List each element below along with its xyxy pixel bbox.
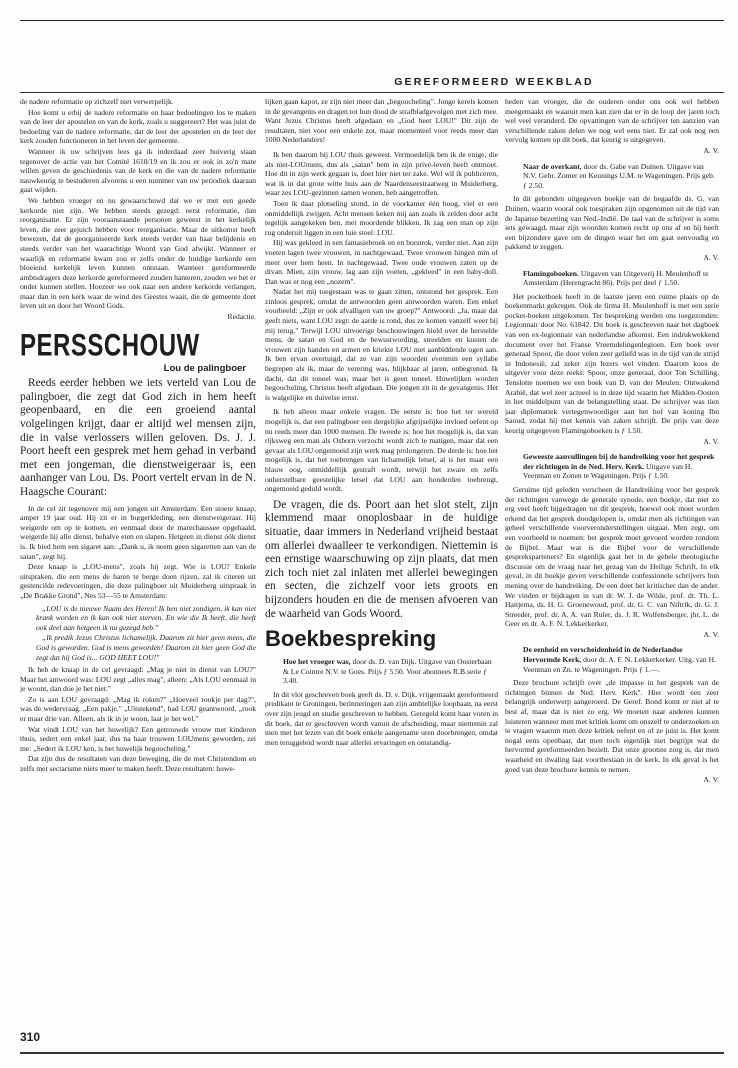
- paragraph: Wat vindt LOU van het huwelijk? Een getrouwde vrouw met kinderen thuis, sedert een enkel jaar, dus na haar trouwen LOUmens geworden, zei me: „Sedert ik LOU ken, is het huwelijk begoocheling.": [20, 724, 256, 753]
- paragraph: Dat zijn dus de resultaten van deze beweging, die de met Christendom en zelfs met sectarisme niets meer te maken heeft. Deze resultaten: huwe-: [20, 754, 256, 774]
- book-details: Uitgave van H. Veenman en Zonen te Wageningen. Prijs ƒ 1.50.: [523, 461, 693, 481]
- book-review-header: [283, 657, 498, 686]
- paragraph: In dit vlot geschreven boek geeft ds. D. v. Dijk, vrijgemaakt gereformeerd predikant te Groningen, herinneringen aan zijn ambtelijke loopbaan, na eerst over zijn jeugd en studie geschreven te hebben. Geregeld komt haar voren in dit boek, dat er geschreven wordt vanuit de afscheiding, maar niettemin zal men met het lezen van dit boek enkele aangename uren doorbrengen, omdat men teruggeleid wordt naar allerlei ervaringen en omstandig-: [265, 689, 498, 747]
- article-subtitle: Lou de palingboer: [163, 362, 246, 374]
- section-title-persschouw: PERSSCHOUW: [20, 327, 200, 363]
- paragraph: We hebben vroeger en nu gewaarschuwd dat we er met een goede kerkorde niet zijn. We hebben steeds gezegd: eerst reformatie, dan reorganisatie. Er zijn vooraanstaande personen geweest in het kerkelijk leven, die zeer gejuich hebben voor reorganisatie. Maar de uitkomst heeft bewezen, dat de georganiseerde kerk steeds verder van haar belijdenis en steeds verder van het waarachtige Woord van God afwijkt. Wanneer er waarlijk en reformatie kwam zou er zelfs onder de huidige kerkorde een bloeiend kerkelijk leven kunnen ontstaan. Wanneer gereformeerde ambtsdragers deze kerkorde gereformeerd zouden hanteren, zouden we het er onder kunnen stellen. Hoezeer we ook naar een andere kerkorde verlangen, maar dan in een kerk waar de wind des Geestes waait, die de gemeente doet leven uit en door het Woord Gods.: [20, 195, 256, 311]
- signature: A. V.: [703, 629, 719, 639]
- column-2: [265, 97, 498, 1022]
- paragraph: Het pocketboek heeft in de laatste jaren een ruime plaats op de boekenmarkt gekregen. Ook de firma H. Meulenhoff is met een serie pocket-boeken uitgekomen. Ter bespreking werden ons toegezonden: Legionnair door No. 61842. Dit boek is geschreven naar het dagboek van een ex-legionnair van nederlandse afkomst. Een indrukwekkend document over het Franse Vreemdelingenlegioen. Een boek over generaal Spoor, die door velen zeer geliefd was in de tijd van de strijd in Indonesië, zal zeker zijn lezers wel vinden. Daarom koos de uitgever voor deze reeks: Spoor, onze generaal, door Ton Schilling. Tenslotte noemen we een boek van D. van der Meulen: Ontwakend Arabië, dat wel zeer actueel is in deze tijd waarin het Midden-Oosten in het middelpunt van de belangstelling staat. De schrijver was tien jaar diplomatiek vertegenwoordiger aan het hof van koning Ibn Saoud, zodat hij met kennis van zaken schrijft. De prijs van deze keurig uitgegeven Flamingoboeken is ƒ 1.50.: [505, 291, 719, 435]
- book-title: Naar de overkant,: [523, 161, 582, 171]
- paragraph: de nadere reformatie op zichzelf niet verwerpelijk.: [20, 97, 174, 106]
- header-rule: [20, 92, 724, 93]
- quote-paragraph: „LOU is de nieuwe Naam des Heren! Ik ben niet zondigen, ik kan niet krank worden en ik kan ook niet sterven. En wie die Ik heeft, die heeft ook deel aan hetgeen ik nu gezegd heb.": [36, 603, 256, 632]
- book-details: door ds. Gabe van Duinen. Uitgave van N.V. Gebr. Zomer en Keunings U.M. te Wageningen. Prijs geb. ƒ 2.50.: [523, 161, 715, 190]
- paragraph: Ik heb de knaap in de cel gevraagd: „Mag je niet in dienst van LOU?" Maar het antwoord was: LOU zegt „alles mag", alleen: „Als LOU eenmaal in je woont, dan doe je het niet.": [20, 665, 256, 694]
- book-title: De eenheid en verscheidenheid in de Nederlandse Hervormde Kerk,: [523, 645, 683, 665]
- paragraph: Deze brochure schrijft over „de impasse in het gesprek van de richtingen binnen de Ned. Herv. Kerk". Hier wordt een zeer belangrijk onderwerp aangeroerd. De Geref. Bond komt er niet al te best af, maar dat is niet zo erg. We moeten naar anderen kunnen luisteren wanneer men met kritiek komt om onszelf te onderzoeken en te vragen waarom men deze kritiek oefent en of ze juist is. Het komt nogal eens openbaar, dat men toch eigenlijk niet begrijpt wat de hervormd gereformeerden bezielt. Dat onze grootste zorg is, dat men waarheid en dwaling laat voortbestaan in de kerk. In elk geval is het goed van deze brochure kennis te nemen.: [505, 678, 719, 774]
- intro-paragraph: Reeds eerder hebben we iets verteld van Lou de palingboer, die zegt dat God zich in hem heeft geopenbaard, en die een groeiend aantal volgelingen krijgt, daar er altijd wel mensen zijn, die in valse verlossers willen geloven. Ds. J. J. Poort heeft een gesprek met hem gehad in verband met een jongeman, die dienstweigeraar is, een aanhanger van Lou. Ds. Poort vertelt ervan in de N. Haagsche Courant:: [20, 377, 256, 498]
- book-title: Flamingoboeken.: [523, 268, 579, 278]
- paragraph: Hij was gekleed in een fantasiebroek en en borstrok, verder niet. Aan zijn voeten lagen twee vrouwen, in nachtgewaad. Twee vrouwen hingen min of meer over hem heen. In nachtgewaad. Twee oude vrouwen zaten op de divan. Mien, zijn vrouw, lag aan zijn voeten, „gekleed" in een baby-doll. Dan was er nog een „nozem".: [265, 238, 498, 286]
- paragraph: Wanneer ik uw schrijven lees ga ik inderdaad zeer huiverig staan tegenover de actie van het Comité 1618/19 en ik zou er ook in zo'n mate willen geven de geschiedenis van de kerk en die van de nadere reformatie nauwkeurig te bestuderen alvorens u een nummer van uw periodiek daaraan gaat wijden.: [20, 146, 256, 195]
- book-title: Hoe het vroeger was,: [283, 657, 351, 667]
- column-1: [20, 97, 256, 1032]
- book-details: door ds. D. van Dijk. Uitgave van Oosterbaan & Le Cointre N.V. te Goes. Prijs ƒ 5.50. Voor abonnees R.B.serie ƒ 3.40.: [283, 657, 492, 686]
- top-rule: [20, 20, 724, 21]
- paragraph: lijken gaan kapot, ze zijn niet meer dan „begoocheling". Jonge kerels komen in de gevangenis en dragen tot hun dood de strafbladgevolgen met zich mee. Want Jezus Christus heeft afgedaan en „God heet LOU!" Dit zijn de resultaten, niet voor een enkele zot, maar momenteel voor reeds meer dan 1000 Nederlanders!: [265, 97, 498, 145]
- paragraph: Hoe komt u erbij de nadere reformatie en haar bedoelingen los te maken van de leer der apostelen en van de kerk, zoals u suggereert? Het was juist de bedoeling van de nadere reformatie, dat de leer der apostelen en de leer der kerk zouden functioneren in het leven der gemeente.: [20, 107, 256, 146]
- paragraph: Ik heb alleen maar enkele vragen. De eerste is: hoe het ter wereld mogelijk is, dat een palingboer een dergelijke afgrijselijke invloed oefent op nu reeds meer dan 1000 mensen. De tweede is: hoe het mogelijk is, dat van rijksweg een man als Osborn verzocht wordt zich te matigen, maar dat een gevaar als LOU ongemoeid zijn werk mag prolongeren. De derde is: hoe het mogelijk is, dat het toebrengen van lichamelijk letsel, al is het maar een blauw oog, onmiddellijk gestraft wordt, terwijl het zware en zelfs onherstelbare geestelijke letsel dat LOU aan honderden toebrengt, ongemoeid geduld wordt.: [265, 407, 498, 494]
- running-header: GEREFORMEERD WEEKBLAD: [394, 76, 594, 88]
- book-review-header: [523, 452, 719, 481]
- bottom-rule: [20, 1052, 724, 1054]
- book-details: door dr. A. F. N. Lekkerkerker. Uitg. van H. Veenman en Zn. te Wageningen. Prijs ƒ 1.—.: [523, 655, 716, 674]
- book-title: Geweeste aanvullingen bij de handreiking voor het gesprek der richtingen in de Ned. Herv. Kerk.: [523, 452, 715, 471]
- paragraph: Nadat het mij toegestaan was te gaan zitten, ontstond het gesprek. Een zinloos gesprek, omdat de antwoorden geen antwoorden waren. Een enkel voorbeeld: „Zijn er ook afvalligen van uw groep?" Antwoord: „Ja, maar dat geeft niets, want LOU zegt: de aarde is rond, dus ze komen vanzelf weer bij mij terug." Terwijl LOU uitvoerige beschouwingen hield over de herstelde mens, de satan en God en de bewustwording, streelden en kusten de vrouwen zijn handen en armen en kriekte LOU met aanbiddende ogen aan. Ik ben ervan overtuigd, dat ze van zijn woorden evenmin een syllabe begrepen als ik, maar de verering was, blijkbaar al jaren, onbegrensd. Ik dacht, dat dit toneel was, maar het is geen toneel. Huwelijken worden begoocheling, Christus heeft afgedaan. Die jongen zit in de gevangenis. Het is walgelijke en duivelse ernst.: [265, 287, 498, 402]
- quotation-block: [36, 604, 256, 663]
- paragraph: In dit gebonden uitgegeven boekje van de begaafde ds. G. van Duinen, waarin vooral ook toespraken zijn opgenomen uit de tijd van de Japanse bezetting van Ned.-Indië. De taal van de schrijver is soms iets gewaagd, maar zijn woorden komen recht op ons af en hij heeft een bijzondere gave om de dingen waar het om gaat eenvoudig en pakkend te zeggen.: [505, 194, 719, 252]
- paragraph: heden van vroeger, die de ouderen onder ons ook wel hebben meegemaakt en waaruit men kan zien dat er in de loop der jaren toch wel veel veranderd. De opvattingen van de schrijver ten aanzien van verschillende zaken delen we nog wel eens niet. Er zal ook nog een vervolg komen op dit boek, dat keurig is uitgegeven.: [505, 97, 719, 145]
- paragraph: Deze knaap is „LOU-mens", zoals hij zegt. Wie is LOU? Enkele uitspraken, die een mens de haren te berge doen rijzen, zal ik citeren uit gestencilde redevoeringen, die deze palingboer uit Muiderberg uitspraak in „De Brakke Grond", Nes 53—55 te Amsterdam:: [20, 562, 256, 600]
- book-review-header: [523, 162, 719, 191]
- section-title-boekbespreking: Boekbespreking: [265, 626, 437, 652]
- signature: A. V.: [703, 436, 719, 446]
- book-review-header: [523, 645, 719, 674]
- paragraph: In de cel zit tegenover mij een jongen uit Amsterdam. Een stoere knaap, amper 19 jaar oud. Hij zit er in burgerkleding, een dienstweigeraar. Hij weigerde om op te komen, en eenmaal door de marechaussee opgehaald, weigerde hij alle dienst, behalve eten en slapen. Hetgeen in dienst óók dienst is. Ik bied hem een sigaret aan: „Dank u, ik neem geen sigaretten aan van de satan", zegt hij.: [20, 503, 256, 561]
- column-3: [505, 97, 719, 1022]
- signature: A. V.: [703, 145, 719, 155]
- quote-paragraph: „Ik predik Jezus Christus lichamelijk. Daarom zit hier geen mens, die God is geworden. God is mens geworden! Daarom zit hier geen God die zegt dat hij God is... GOD HEET LOU!": [36, 633, 256, 662]
- book-details: Uitgaven van Uitgeverij H. Meulenhoff te Amsterdam (Herengracht 86). Prijs per deel ƒ 1.50.: [523, 268, 709, 288]
- signature: A. V.: [703, 252, 719, 262]
- closing-paragraph: De vragen, die ds. Poort aan het slot stelt, zijn klemmend maar onoplosbaar in de huidige situatie, daar immers in Nederland vrijheid bestaat om allerlei dwaalleer te verkondigen. Niettemin is een ernstige waarschuwing op zijn plaats, dat men zich toch niet zal inlaten met allerlei bewegingen en secten, die zichzelf voor iets groots en bijzonders houden en die de mensen afvoeren van de waarheid van Gods Woord.: [265, 498, 498, 620]
- paragraph: Ik ben daarom bij LOU thuis geweest. Vermoedelijk ben ik de enige, die als niet-LOUmens, dus als „satan" hem in zijn privé-leven heeft ontmoet. Hoe dit in zijn werk gegaan is, doet hier niet ter zake. Wel wil ik publiceren, wat ik in dat grote witte huis aan de Naardenseestraatweg in Muiderberg, waar zes LOU-gezinnen samen wonen, heb aangetroffen.: [265, 149, 498, 198]
- page-number: 310: [20, 1030, 41, 1044]
- signature: A. V.: [703, 775, 719, 785]
- paragraph: Zo is aan LOU gevraagd: „Mag ik roken?" „Hoeveel rookje per dag?", was de wedervraag. „Een pakje." „Uitstekend", had LOU geantwoord, „rook er maar drie van. Alleen, als ik in je woon, laat je het wel.": [20, 694, 256, 724]
- book-review-header: [523, 269, 719, 288]
- paragraph: Geruime tijd geleden verscheen de Handreiking voor het gesprek der richtingen vanwege de generale synode, een boekje, dat niet zo erg veel heeft bijgedragen tot dit gesprek, hoewel ook moet worden erkend dat het gesprek doodgelopen is, omdat men als richtingen van geheel verschillende voorveronderstellingen uitgaat. Men zegt, om een voorbeeld te noemen: het gesprek moet gevoerd worden rondom de Bijbel. Maar wat is die Bijbel voor de verschillende gespreksparteners? En eigenlijk gaat het in de gehele theologische discussie om de vraag naar het gezag van de Heilige Schrift. In elk geval, in dit boekje geven verschillende confessionele schrijvers hun mening over de handreiking. De een doet het kritischer dan de ander. We vinden er bijdragen in van dr. W. J. de Wilde, prof. dr. Th. L. Haitjema, ds. H. G. Groenewoud, prof. dr. G. C. van Niftrik, dr. G. J. Streeder, prof. dr. A. A. van Ruler, ds. J. R. Wolfensberger, jhr. L. de Geer en dr. A. F. N. Lekkerkerker.: [505, 484, 719, 629]
- signature: Redactie.: [227, 312, 256, 322]
- paragraph: Toen ik daar plotseling stond, in de voorkamer één hoog, viel er een onmiddellijk zwijgen. Acht mensen keken mij aan zoals ik zelden door acht tegelijk aangekeken ben, met moordende blikken. Ik zag een man op zijn rug onderuit liggen in een luie stoel: LOU.: [265, 198, 498, 237]
